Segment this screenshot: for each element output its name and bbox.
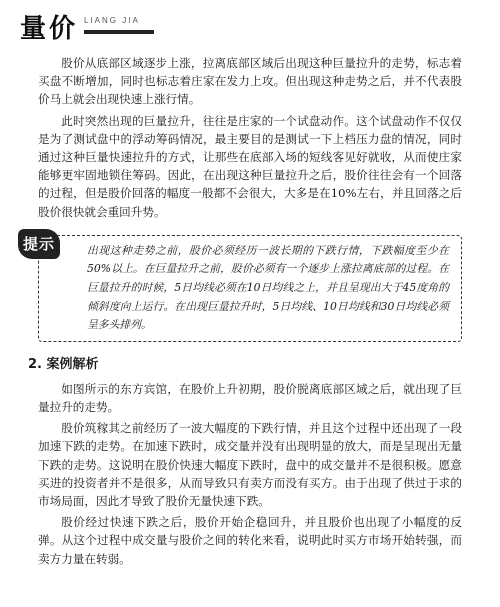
tip-badge: 提示 xyxy=(18,229,60,259)
body-paragraph: 股价从底部区域逐步上涨，拉离底部区域后出现这种巨量拉升的走势，标志着买盘不断增加，同时也标志着庄家在发力上攻。但出现这种走势之后，并不代表股价马上就会出现快速上涨行情。 xyxy=(38,56,462,107)
body-paragraph: 股价筑稼其之前经历了一波大幅度的下跌行情，并且这个过程中还出现了一段加速下跌的走势。在加速下跌时，成交量并没有出现明显的放大，而是呈现出无量下跌的走势。这说明在股价快速大幅度下跌时，盘中的成交量并不是很积极。愿意买进的投资者并不是很多，从而导致只有卖方而没有买方。由于出现了供过于求的市场局面，因此才导致了股价无量快速下跌。 xyxy=(38,421,462,509)
logo-subtitle: LIANG JIA xyxy=(84,16,140,25)
tip-box xyxy=(38,235,462,342)
body-paragraph: 此时突然出现的巨量拉升，往往是庄家的一个试盘动作。这个试盘动作不仅仅是为了测试盘中的浮动筹码情况，最主要目的是测试一下上档压力盘的情况，同时通过这种巨量快速拉升的方式，让那些在底部入场的短线客见好就收，从而使庄家能够更牢固地锁住筹码。因此，在出现这种巨量拉升之后，股价往往会有一个回落的过程，但是股价回落的幅度一般都不会很大，大多是在10%左右，并且回落之后股价很快就会重回升势。 xyxy=(38,113,462,219)
page-content xyxy=(22,54,462,571)
logo-underline xyxy=(84,30,154,34)
logo-title: 量价 xyxy=(20,14,79,44)
body-paragraph: 如图所示的东方宾馆，在股价上升初期，股价脱离底部区域之后，就出现了巨量拉升的走势。 xyxy=(38,381,462,414)
body-paragraph: 股价经过快速下跌之后，股价开始企稳回升，并且股价也出现了小幅度的反弹。从这个过程中成交量与股价之间的转化来看，说明此时买方市场开始转强，而卖方力量在转弱。 xyxy=(38,515,462,566)
section-heading: 2. 案例解析 xyxy=(28,356,99,372)
tip-text: 出现这种走势之前，股价必须经历一波长期的下跌行情，下跌幅度至少在50%以上。在巨量拉升之前，股价必须有一个逐步上涨拉离底部的过程。在巨量拉升的时候，5日均线必须在10日均线之上，并且呈现出大于45度角的倾斜度向上运行。在出现巨量拉升时，5日均线、10日均线和30日均线必须呈多头排列。 xyxy=(87,243,449,332)
tip-callout xyxy=(22,234,462,342)
page-header xyxy=(20,8,480,48)
